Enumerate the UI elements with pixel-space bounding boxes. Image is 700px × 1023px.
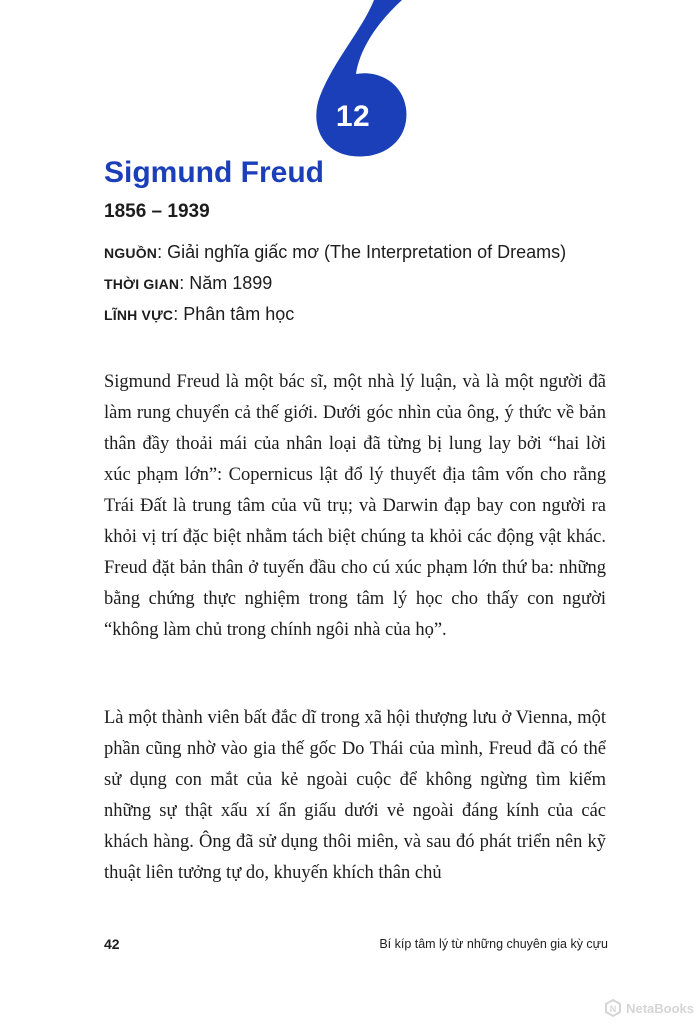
meta-separator: : bbox=[173, 304, 184, 324]
meta-field bbox=[104, 304, 294, 325]
watermark-logo-icon bbox=[604, 999, 622, 1017]
life-dates: 1856 – 1939 bbox=[104, 201, 210, 222]
running-title: Bí kíp tâm lý từ những chuyên gia kỳ cựu bbox=[379, 937, 608, 951]
meta-separator: : bbox=[157, 242, 168, 262]
person-name: Sigmund Freud bbox=[104, 156, 324, 189]
quote-mark-icon bbox=[296, 0, 426, 160]
meta-separator: : bbox=[179, 273, 190, 293]
body-paragraph-1: Sigmund Freud là một bác sĩ, một nhà lý luận, và là một người đã làm rung chuyển cả thế giới. Dưới góc nhìn của ông, ý thức về bản thân đầy thoải mái của nhân loại đã từng bị lung lay bởi “hai lời xúc phạm lớn”: Copernicus lật đổ lý thuyết địa tâm vốn cho rằng Trái Đất là trung tâm của vũ trụ; và Darwin đạp bay con người ra khỏi vị trí đặc biệt nhằm tách biệt chúng ta khỏi các động vật khác. Freud đặt bản thân ở tuyến đầu cho cú xúc phạm lớn thứ ba: những bằng chứng thực nghiệm trong tâm lý học cho thấy con người “không làm chủ trong chính ngôi nhà của họ”. bbox=[104, 372, 606, 640]
meta-time bbox=[104, 273, 272, 294]
meta-source-value: Giải nghĩa giấc mơ (The Interpretation of Dreams) bbox=[167, 242, 567, 262]
page-number: 42 bbox=[104, 936, 120, 952]
watermark-text: NetaBooks bbox=[626, 1000, 694, 1016]
watermark bbox=[604, 999, 694, 1017]
meta-source bbox=[104, 242, 566, 263]
svg-text:N: N bbox=[609, 1004, 617, 1014]
chapter-number: 12 bbox=[335, 100, 371, 133]
meta-time-value: Năm 1899 bbox=[189, 273, 273, 293]
meta-time-label: THỜI GIAN bbox=[104, 276, 180, 292]
body-paragraph-2: Là một thành viên bất đắc dĩ trong xã hội thượng lưu ở Vienna, một phần cũng nhờ vào gia thế gốc Do Thái của mình, Freud đã có thể sử dụng con mắt của kẻ ngoài cuộc để không ngừng tìm kiếm những sự thật xấu xí ẩn giấu dưới vẻ ngoài đáng kính của các khách hàng. Ông đã sử dụng thôi miên, và sau đó phát triển nên kỹ thuật liên tưởng tự do, khuyến khích thân chủ bbox=[104, 708, 606, 883]
meta-source-label: NGUỒN bbox=[104, 245, 158, 261]
meta-field-value: Phân tâm học bbox=[183, 304, 295, 324]
meta-field-label: LĨNH VỰC bbox=[104, 307, 174, 323]
